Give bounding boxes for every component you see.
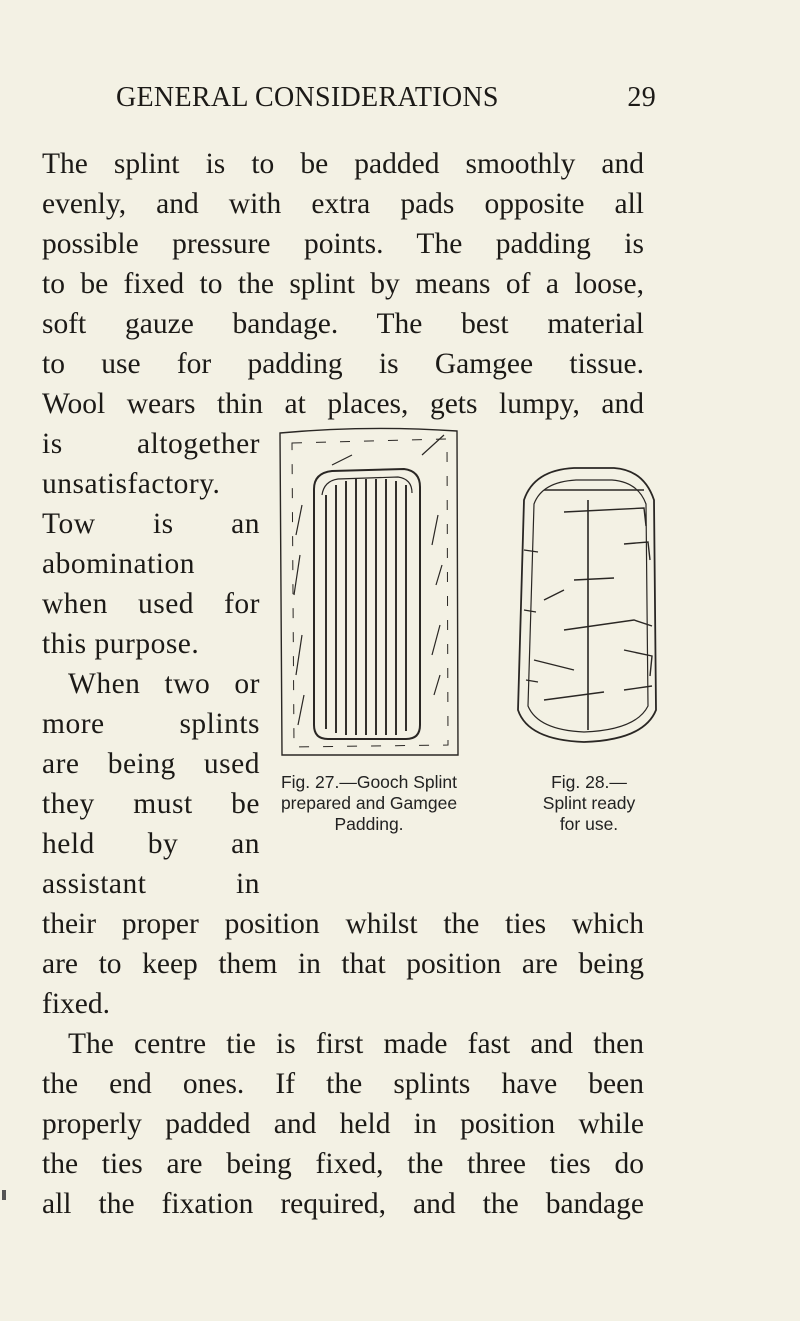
text-line: is altogether	[42, 428, 260, 460]
caption-line: Padding.	[334, 814, 404, 834]
text-line: soft gauze bandage. The best material	[42, 308, 644, 340]
text-line: The centre tie is first made fast and then	[68, 1028, 644, 1060]
caption-line: Fig. 27.—Gooch Splint	[280, 772, 458, 792]
running-head: GENERAL CONSIDERATIONS	[116, 82, 499, 113]
text-line: Wool wears thin at places, gets lumpy, and	[42, 388, 644, 420]
caption-line: Fig. 28.—	[551, 772, 627, 792]
text-line: properly padded and held in position while	[42, 1108, 644, 1140]
text-line: are to keep them in that position are being	[42, 948, 644, 980]
page-number: 29	[627, 82, 656, 113]
text-line: assistant in	[42, 868, 260, 900]
text-line: they must be	[42, 788, 260, 820]
text-line: to use for padding is Gamgee tissue.	[42, 348, 644, 380]
margin-mark	[2, 1190, 6, 1200]
text-line: this purpose.	[42, 628, 200, 660]
text-line: evenly, and with extra pads opposite all	[42, 188, 644, 220]
figure-28-illustration	[504, 460, 664, 750]
figure-28-caption	[502, 772, 676, 835]
text-line: when used for	[42, 588, 260, 620]
text-line: The splint is to be padded smoothly and	[42, 148, 644, 180]
caption-line: prepared and Gamgee	[280, 793, 458, 813]
caption-line: Splint ready	[542, 793, 636, 813]
text-line: are being used	[42, 748, 260, 780]
text-line: the end ones. If the splints have been	[42, 1068, 644, 1100]
figure-27-illustration	[272, 425, 462, 765]
caption-line: for use.	[559, 814, 619, 834]
text-line: to be fixed to the splint by means of a loose,	[42, 268, 644, 300]
text-line: fixed.	[42, 988, 110, 1020]
text-line: Tow is an	[42, 508, 260, 540]
text-line: their proper position whilst the ties which	[42, 908, 644, 940]
text-line: all the fixation required, and the bandage	[42, 1188, 644, 1220]
text-line: abomination	[42, 548, 195, 580]
text-line: held by an	[42, 828, 260, 860]
text-line: possible pressure points. The padding is	[42, 228, 644, 260]
text-line: the ties are being fixed, the three ties do	[42, 1148, 644, 1180]
text-line: unsatisfactory.	[42, 468, 221, 500]
text-line: When two or	[68, 668, 260, 700]
figure-27-caption	[262, 772, 476, 835]
text-line: more splints	[42, 708, 260, 740]
